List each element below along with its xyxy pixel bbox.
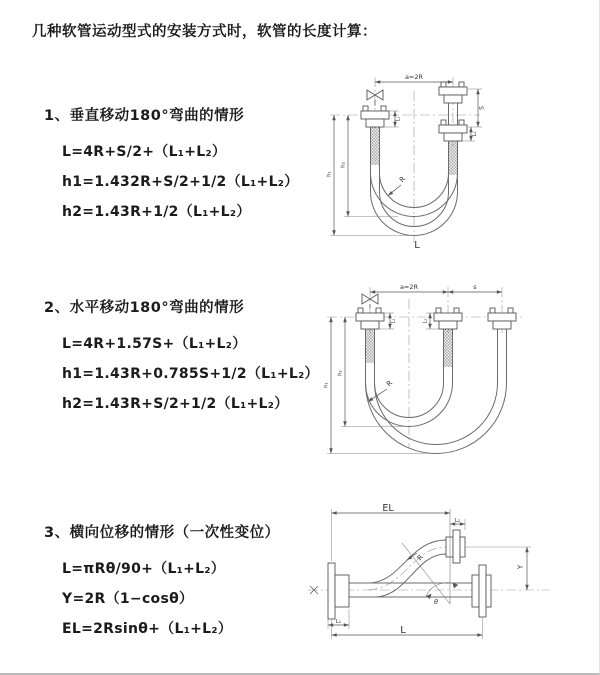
formula-line: EL=2Rsinθ+（L₁+L₂）: [62, 621, 233, 637]
dim-label-a2r: a=2R: [399, 283, 419, 291]
dimension-lines: [328, 509, 531, 639]
dim-label-h2: h₂: [337, 370, 344, 376]
braid-hatch: [371, 127, 380, 165]
dim-label-y: Y: [516, 564, 525, 570]
flange-upper-displaced: [446, 530, 465, 563]
dim-label-el: EL: [382, 503, 394, 514]
hose-curves: [366, 329, 507, 453]
radius-label: R: [398, 175, 408, 185]
formula-line: h2=1.43R+1/2（L₁+L₂）: [62, 204, 251, 220]
radius-label: R: [385, 379, 395, 389]
dim-label-l2: L₂: [454, 518, 461, 524]
diagram-vertical-180-bend: [318, 73, 590, 255]
section-1-heading: 1、垂直移动180°弯曲的情形: [44, 108, 245, 124]
dim-label-h1: h₁: [323, 382, 330, 388]
dim-label-l1: L₁: [335, 619, 342, 625]
dim-label-h1: h₁: [326, 171, 333, 177]
dim-label-s: S: [478, 106, 486, 110]
dim-label-l1: L₁: [390, 318, 397, 324]
section-horizontal-movement: [44, 296, 319, 419]
formula-line: h1=1.432R+S/2+1/2（L₁+L₂）: [62, 174, 299, 190]
dimension-lines: [327, 290, 502, 453]
section-lateral-displacement: [44, 521, 280, 644]
formula-line: h1=1.43R+0.785S+1/2（L₁+L₂）: [62, 366, 319, 382]
section-2-heading: 2、水平移动180°弯曲的情形: [44, 300, 245, 316]
length-label: L: [414, 240, 420, 251]
section-3-heading: 3、横向位移的情形（一次性变位）: [44, 525, 280, 541]
formula-line: Y=2R（1−cosθ）: [62, 591, 194, 607]
flange-right-lower: [439, 120, 467, 141]
formula-line: h2=1.43R+S/2+1/2（L₁+L₂）: [62, 396, 289, 412]
radius-label: R: [415, 553, 426, 563]
diagram-horizontal-180-bend: [315, 283, 595, 461]
page-title: 几种软管运动型式的安装方式时，软管的长度计算：: [32, 24, 377, 40]
angle-label: θ: [434, 598, 438, 606]
dim-label-a2r: a=2R: [404, 73, 424, 81]
dim-label-l1: L₁: [395, 116, 402, 122]
flange-right: [472, 565, 491, 617]
dim-label-l2: L₂: [422, 318, 429, 324]
dim-label-l: L: [400, 625, 406, 636]
formula-line: L=4R+S/2+（L₁+L₂）: [62, 144, 227, 160]
dim-label-h2: h₂: [340, 162, 347, 168]
flange-left: [328, 563, 349, 619]
braid-hatch: [444, 329, 453, 367]
braid-hatch: [366, 329, 375, 363]
dimension-lines: [330, 80, 482, 235]
formula-line: L=4R+1.57S+（L₁+L₂）: [62, 336, 247, 352]
diagram-lateral-displacement: [300, 503, 598, 648]
braid-hatch: [449, 141, 458, 175]
formula-line: L=πRθ/90+（L₁+L₂）: [62, 561, 226, 577]
section-vertical-movement: [44, 104, 299, 227]
dim-label-l2: L₂: [472, 131, 478, 137]
dim-label-s: s: [473, 283, 477, 291]
